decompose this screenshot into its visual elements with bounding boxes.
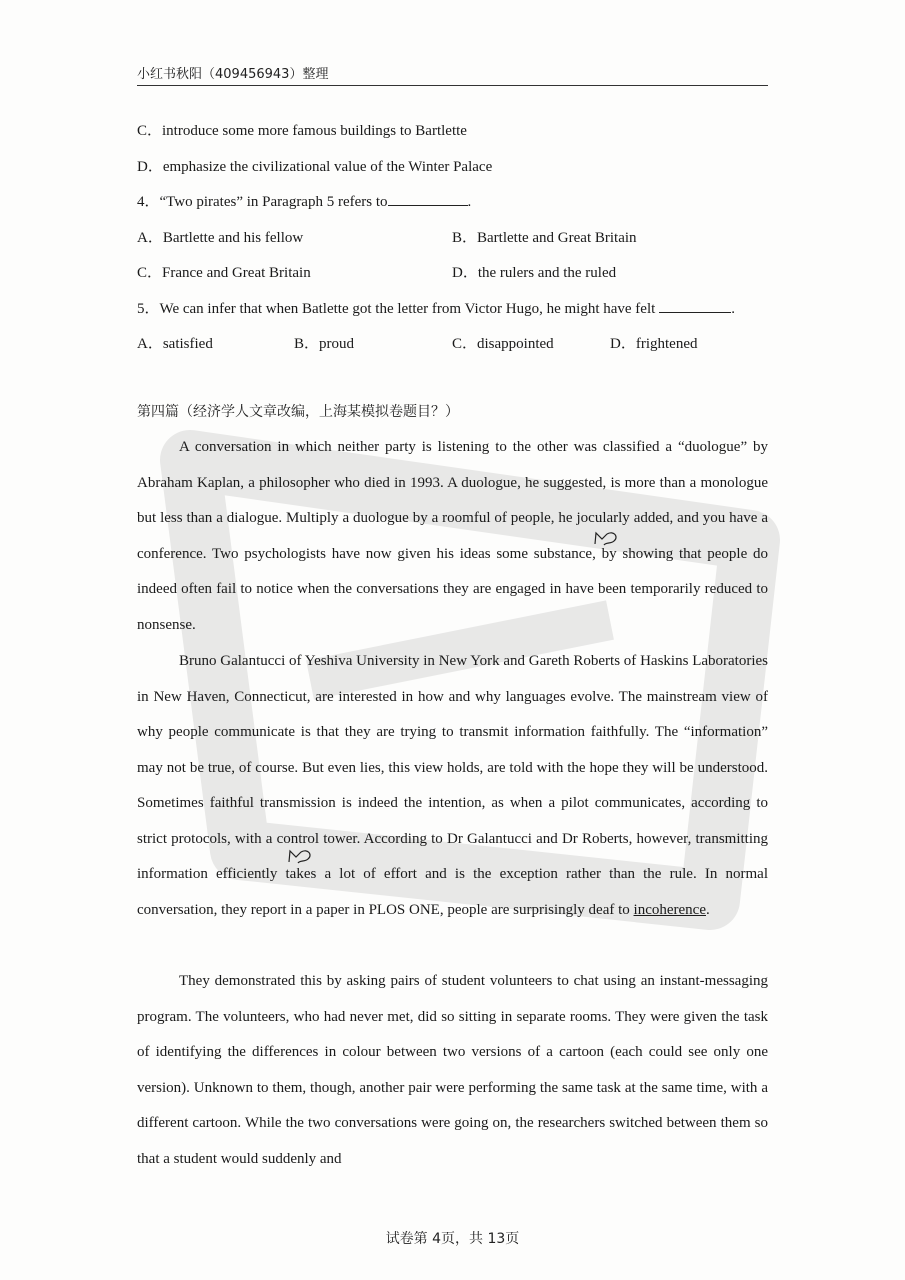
q5-option-d: D．frightened	[610, 336, 698, 352]
question-5-stem: 5．We can infer that when Batlette got the letter from Victor Hugo, he might have felt	[137, 301, 656, 317]
paragraph-2-end: .	[705, 901, 710, 918]
passage-paragraph-1: A conversation in which neither party is listening to the other was classified a “duologue” by Abraham Kaplan, a philosopher who died in 1993. A duologue, he suggested, is more than a monologue but less than a dialogue. Multiply a duologue by a roomful of people, he jocularly added, and you have a conference. Two psychologists have now given his ideas some substance, by showing that people do indeed often fail to notice when the conversations they are engaged in have been temporarily reduced to nonsense.	[137, 439, 768, 633]
page-footer: 试卷第 4页，共 13页	[385, 1231, 520, 1247]
handwritten-mark-icon	[286, 846, 316, 868]
paragraph-2-text: Bruno Galantucci of Yeshiva University in New York and Gareth Roberts of Haskins Laboratories in New Haven, Connecticut, are interested in how and why languages evolve. The mainstream view of why people communicate is that they are trying to transmit information faithfully. The “information” may not be true, of course. But even lies, this view holds, are told with the hope they will be understood. Sometimes faithful transmission is indeed the intention, as when a pilot communicates, according to strict protocols, with a control tower. According to Dr Galantucci and Dr Roberts, however, transmitting information efficiently takes a lot of effort and is the exception rather than the rule. In normal conversation, they report in a paper in PLOS ONE, people are surprisingly deaf to	[137, 653, 768, 918]
q4-option-b: B．Bartlette and Great Britain	[452, 230, 637, 246]
q5-option-c: C．disappointed	[452, 336, 554, 352]
question-4-end: .	[467, 194, 472, 210]
passage-paragraph-2	[137, 644, 768, 928]
question-4	[137, 190, 471, 211]
question-4-stem: 4．“Two pirates” in Paragraph 5 refers to	[137, 194, 388, 210]
question-5-end: .	[731, 301, 736, 317]
handwritten-mark-icon	[592, 528, 622, 550]
q4-option-a: A．Bartlette and his fellow	[137, 230, 304, 246]
underlined-word: incoherence	[633, 901, 706, 918]
q3-option-c: C．introduce some more famous buildings to Bartlette	[137, 123, 467, 139]
answer-blank	[388, 191, 468, 206]
passage-paragraph-3: They demonstrated this by asking pairs of student volunteers to chat using an instant-messaging program. The volunteers, who had never met, did so sitting in separate rooms. They were given the task of identifying the differences in colour between two versions of a cartoon (each could see only one version). Unknown to them, though, another pair were performing the same task at the same time, with a different cartoon. While the two conversations were going on, the researchers switched between them so that a student would suddenly and	[137, 973, 768, 1167]
section-title: 第四篇（经济学人文章改编，上海某模拟卷题目？）	[137, 404, 459, 420]
q5-option-b: B．proud	[294, 336, 355, 352]
q3-option-d: D．emphasize the civilizational value of the Winter Palace	[137, 159, 493, 175]
q5-option-a: A．satisfied	[137, 336, 213, 352]
page-header: 小红书秋阳（409456943）整理	[137, 63, 768, 86]
answer-blank	[659, 298, 731, 313]
q4-option-d: D．the rulers and the ruled	[452, 265, 617, 281]
q4-option-c: C．France and Great Britain	[137, 265, 311, 281]
question-5	[137, 297, 735, 318]
